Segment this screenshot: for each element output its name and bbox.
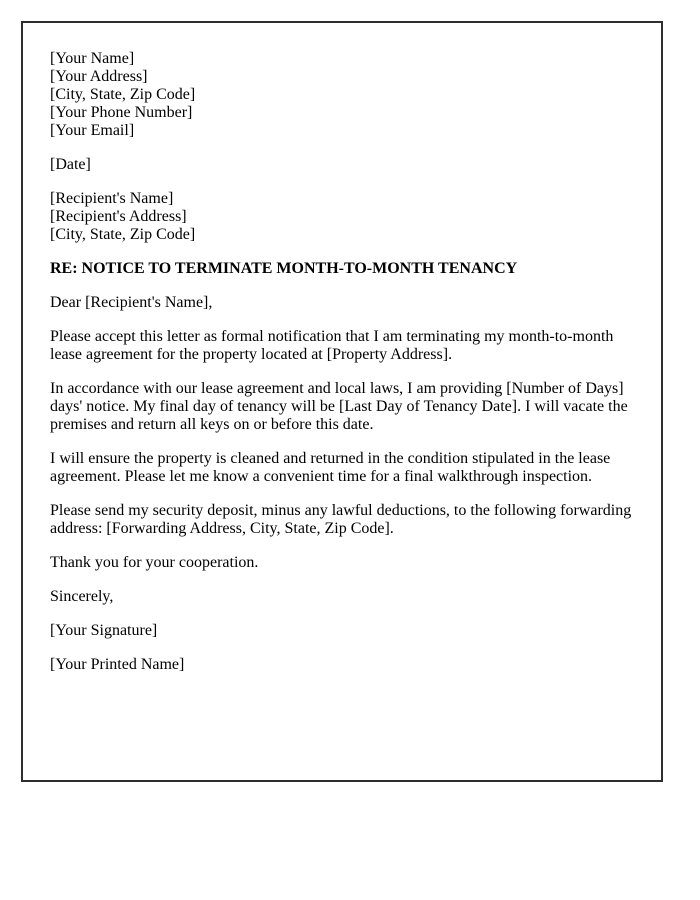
sender-address: [Your Address] <box>50 68 148 85</box>
body-paragraph-notice-period <box>50 380 639 434</box>
paragraph-line: I will ensure the property is cleaned and returned in the condition stipulated in the lease <box>50 450 611 467</box>
body-paragraph-condition-inspection <box>50 450 639 486</box>
sender-email: [Your Email] <box>50 122 135 139</box>
paragraph-line: Please send my security deposit, minus any lawful deductions, to the following forwarding <box>50 502 632 519</box>
recipient-city-state-zip: [City, State, Zip Code] <box>50 226 196 243</box>
date-line: [Date] <box>50 156 91 173</box>
paragraph-line: In accordance with our lease agreement and local laws, I am providing [Number of Days] <box>50 380 624 397</box>
letter-page <box>21 21 663 782</box>
sender-address-block <box>50 50 639 140</box>
paragraph-line: lease agreement for the property located at [Property Address]. <box>50 346 453 363</box>
printed-name-placeholder: [Your Printed Name] <box>50 656 185 673</box>
recipient-name: [Recipient's Name] <box>50 190 174 207</box>
paragraph-line: address: [Forwarding Address, City, State, Zip Code]. <box>50 520 394 537</box>
thank-you-line: Thank you for your cooperation. <box>50 554 259 571</box>
subject-line: RE: NOTICE TO TERMINATE MONTH-TO-MONTH TENANCY <box>50 260 518 277</box>
paragraph-line: premises and return all keys on or before this date. <box>50 416 374 433</box>
paragraph-line: agreement. Please let me know a convenient time for a final walkthrough inspection. <box>50 468 593 485</box>
sender-city-state-zip: [City, State, Zip Code] <box>50 86 196 103</box>
body-paragraph-security-deposit <box>50 502 639 538</box>
recipient-address-block <box>50 190 639 244</box>
body-paragraph-termination-notice <box>50 328 639 364</box>
signature-placeholder: [Your Signature] <box>50 622 158 639</box>
sender-phone: [Your Phone Number] <box>50 104 193 121</box>
recipient-address: [Recipient's Address] <box>50 208 187 225</box>
closing-line: Sincerely, <box>50 588 114 605</box>
sender-name: [Your Name] <box>50 50 135 67</box>
paragraph-line: Please accept this letter as formal notification that I am terminating my month-to-month <box>50 328 614 345</box>
paragraph-line: days' notice. My final day of tenancy will be [Last Day of Tenancy Date]. I will vacate the <box>50 398 628 415</box>
salutation: Dear [Recipient's Name], <box>50 294 213 311</box>
